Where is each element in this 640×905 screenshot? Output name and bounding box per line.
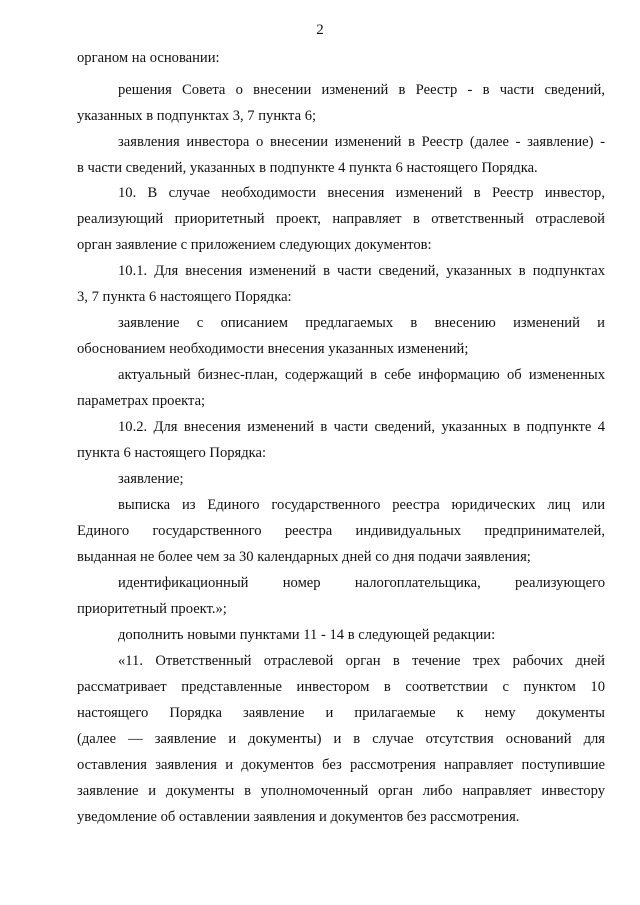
text-line: 10.1. Для внесения изменений в части сведений, указанных в подпунктах [118, 263, 605, 279]
text-line: орган заявление с приложением следующих документов: [77, 237, 432, 253]
text-line: 3, 7 пункта 6 настоящего Порядка: [77, 289, 292, 305]
text-line: указанных в подпунктах 3, 7 пункта 6; [77, 108, 317, 124]
text-line: «11. Ответственный отраслевой орган в течение трех рабочих дней [118, 653, 605, 669]
text-line: идентификационный номер налогоплательщика, реализующего [118, 575, 605, 591]
text-line: актуальный бизнес-план, содержащий в себе информацию об измененных [118, 367, 605, 383]
text-line: приоритетный проект.»; [77, 601, 227, 617]
text-line: реализующий приоритетный проект, направляет в ответственный отраслевой [77, 211, 605, 227]
text-line: Единого государственного реестра индивидуальных предпринимателей, [77, 523, 605, 539]
text-line: параметрах проекта; [77, 393, 206, 409]
text-line: заявление с описанием предлагаемых в внесению изменений и [118, 315, 605, 331]
text-line: органом на основании: [77, 50, 220, 66]
text-line: заявление и документы в уполномоченный орган либо направляет инвестору [77, 783, 605, 799]
text-line: 10. В случае необходимости внесения изменений в Реестр инвестор, [118, 185, 605, 201]
text-line: выписка из Единого государственного реестра юридических лиц или [118, 497, 605, 513]
text-line: оставления заявления и документов без рассмотрения направляет поступившие [77, 757, 605, 773]
text-line: 10.2. Для внесения изменений в части сведений, указанных в подпункте 4 [118, 419, 605, 435]
text-line: (далее — заявление и документы) и в случае отсутствия оснований для [77, 731, 605, 747]
text-line: обоснованием необходимости внесения указанных изменений; [77, 341, 469, 357]
text-line: уведомление об оставлении заявления и документов без рассмотрения. [77, 809, 520, 825]
text-line: пункта 6 настоящего Порядка: [77, 445, 267, 461]
text-line: рассматривает представленные инвестором в соответствии с пунктом 10 [77, 679, 605, 695]
text-line: решения Совета о внесении изменений в Реестр - в части сведений, [118, 82, 605, 98]
text-line: дополнить новыми пунктами 11 - 14 в следующей редакции: [118, 627, 496, 643]
page-number: 2 [316, 22, 324, 38]
text-line: настоящего Порядка заявление и прилагаемые к нему документы [77, 705, 605, 721]
text-line: выданная не более чем за 30 календарных дней со дня подачи заявления; [77, 549, 531, 565]
text-line: заявления инвестора о внесении изменений в Реестр (далее - заявление) - [118, 134, 605, 150]
text-line: заявление; [118, 471, 184, 487]
text-line: в части сведений, указанных в подпункте 4 пункта 6 настоящего Порядка. [77, 160, 538, 176]
